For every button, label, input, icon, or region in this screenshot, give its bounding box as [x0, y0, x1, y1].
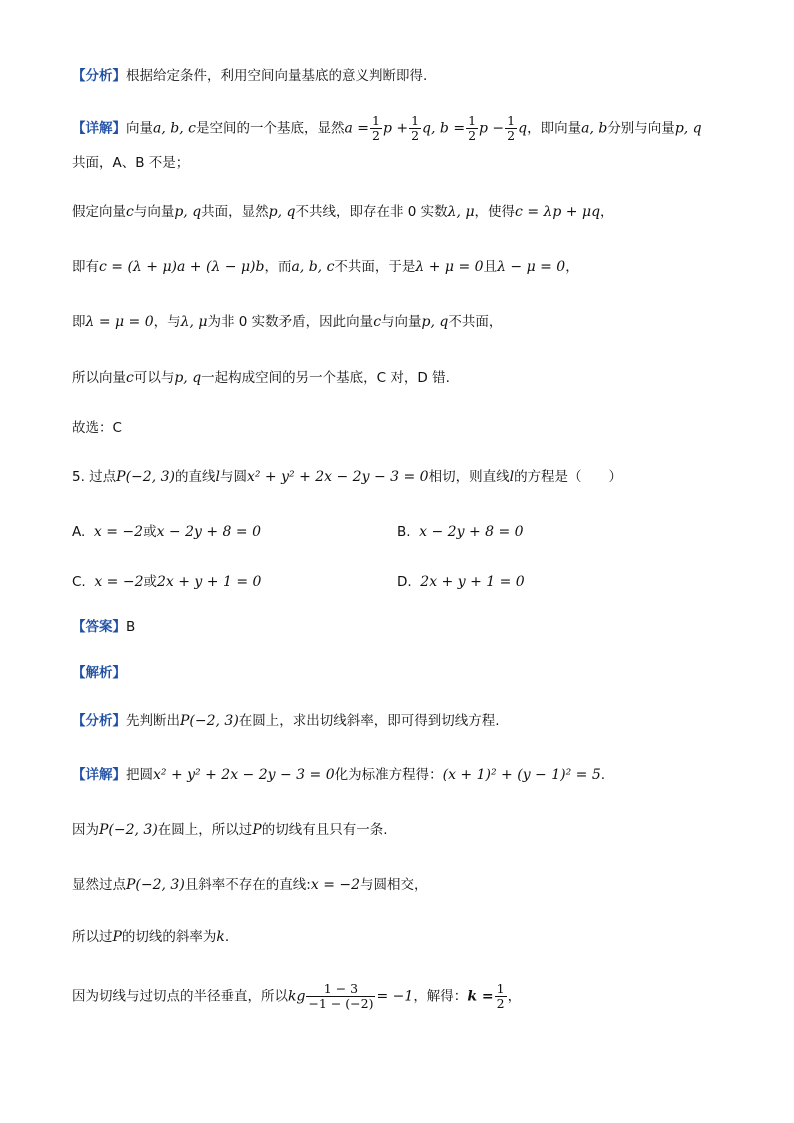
- fraction-num: 1: [411, 113, 420, 128]
- option-label: B.: [397, 524, 411, 540]
- text: ，与: [153, 314, 181, 330]
- fraction-num: 1: [496, 981, 505, 996]
- math: x − 2y + 8 = 0: [419, 524, 524, 540]
- math: p, q: [674, 120, 702, 137]
- math: a, b, c: [153, 120, 196, 137]
- text: 把圆: [126, 767, 153, 783]
- math: c: [126, 370, 134, 386]
- math: a =: [344, 120, 369, 137]
- text: 且: [483, 259, 498, 275]
- math: p, q: [174, 370, 202, 386]
- explanation-tag: 【解析】: [72, 665, 126, 681]
- fraction: [306, 982, 375, 1011]
- fraction: [466, 114, 478, 143]
- text: ，: [600, 204, 614, 220]
- fraction: [370, 114, 382, 143]
- q5-detail-line5: [72, 982, 521, 1011]
- text: 不共线，即存在非 0 实数: [295, 204, 448, 220]
- math: a, b, c: [291, 259, 335, 275]
- math: q, b =: [422, 120, 466, 137]
- text: 与向量: [381, 314, 422, 330]
- answer-value: B: [126, 619, 136, 635]
- text: 在圆上，求出切线斜率，即可得到切线方程.: [238, 713, 500, 729]
- fraction-den: 2: [496, 996, 505, 1011]
- math: kg: [288, 988, 306, 1005]
- text: 或: [143, 524, 157, 540]
- math: p +: [382, 120, 409, 137]
- text: 因为切线与过切点的半径垂直，所以: [72, 988, 288, 1005]
- math: x − 2y + 8 = 0: [156, 524, 261, 540]
- text: 与向量: [133, 204, 175, 220]
- text: 即有: [72, 259, 99, 275]
- text: 故选：C: [72, 420, 122, 436]
- text: 显然过点: [72, 877, 126, 893]
- sol4-detail-line4: [72, 257, 579, 277]
- text: 化为标准方程得：: [334, 767, 443, 783]
- sol4-detail-line1: [72, 114, 702, 143]
- option-b: [397, 522, 524, 542]
- math: l: [509, 469, 515, 485]
- answer: [72, 617, 135, 637]
- text: 与圆: [219, 469, 247, 485]
- option-label: A.: [72, 524, 86, 540]
- option-c: [72, 572, 261, 592]
- detail-tag: 【详解】: [72, 767, 126, 783]
- text: 因为: [72, 822, 99, 838]
- text: 共面，显然: [201, 204, 269, 220]
- text: ，而: [264, 259, 292, 275]
- math: x² + y² + 2x − 2y − 3 = 0: [153, 767, 335, 783]
- math: λ = μ = 0: [85, 314, 154, 330]
- math: P: [252, 822, 262, 838]
- text: 向量: [126, 120, 153, 137]
- math: l: [215, 469, 220, 485]
- fraction: [409, 114, 421, 143]
- text: 的直线: [174, 469, 216, 485]
- option-d: [397, 572, 525, 592]
- math: a, b: [581, 120, 608, 137]
- fraction: [495, 982, 507, 1011]
- text: 分别与向量: [607, 120, 675, 137]
- text: 不共面，于是: [334, 259, 416, 275]
- option-label: C.: [72, 574, 86, 590]
- question-5-stem: [72, 467, 622, 487]
- math: 2x + y + 1 = 0: [420, 574, 525, 590]
- text: .: [224, 929, 230, 945]
- text: 不共面，: [448, 314, 503, 330]
- analysis-tag: 【分析】: [72, 713, 126, 729]
- fraction: [505, 114, 517, 143]
- fraction-num: 1: [371, 113, 380, 128]
- text: ，: [507, 988, 522, 1005]
- text: 一起构成空间的另一个基底，C 对，D 错.: [201, 370, 450, 386]
- sol4-detail-line2: [72, 153, 189, 173]
- text: 所以过: [72, 929, 113, 945]
- fraction-num: 1: [468, 113, 477, 128]
- math: (x + 1)² + (y − 1)² = 5: [442, 767, 601, 783]
- q5-detail-line2: [72, 820, 388, 840]
- math: p, q: [421, 314, 449, 330]
- fraction-den: 2: [507, 128, 516, 143]
- math: λ + μ = 0: [415, 259, 484, 275]
- text: 在圆上，所以过: [157, 822, 253, 838]
- sol4-analysis: [72, 66, 427, 86]
- text: 先判断出: [126, 713, 180, 729]
- text: 的切线有且只有一条.: [261, 822, 388, 838]
- math: c = (λ + μ)a + (λ − μ)b: [99, 259, 265, 275]
- answer-tag: 【答案】: [72, 619, 126, 635]
- math: λ − μ = 0: [497, 259, 566, 275]
- math: c = λp + μq: [515, 204, 601, 220]
- text: 是空间的一个基底，显然: [195, 120, 345, 137]
- math: λ, μ: [180, 314, 208, 330]
- text: 且斜率不存在的直线:: [184, 877, 311, 893]
- text: 即: [72, 314, 86, 330]
- text: 假定向量: [72, 204, 126, 220]
- fraction-num: 1: [507, 113, 516, 128]
- sol4-detail-line6: [72, 368, 450, 388]
- math: P(−2, 3): [99, 822, 158, 838]
- text: 可以与: [133, 370, 175, 386]
- text: 的切线的斜率为: [121, 929, 217, 945]
- math: c: [373, 314, 382, 330]
- math: k =: [467, 988, 494, 1005]
- math: x = −2: [310, 877, 361, 893]
- text: 与圆相交，: [360, 877, 428, 893]
- math: c: [126, 204, 134, 220]
- math: 2x + y + 1 = 0: [156, 574, 262, 590]
- explanation-heading: [72, 663, 126, 683]
- math: p −: [479, 120, 505, 137]
- math: q: [518, 120, 528, 137]
- q5-detail-line1: [72, 765, 605, 785]
- option-label: D.: [397, 574, 412, 590]
- math: = −1: [376, 988, 414, 1005]
- math: P(−2, 3): [180, 713, 239, 729]
- detail-tag: 【详解】: [72, 120, 126, 137]
- q5-analysis: [72, 711, 500, 731]
- math: x = −2: [94, 574, 144, 590]
- math: p, q: [268, 204, 296, 220]
- fraction-den: −1 − (−2): [308, 996, 374, 1011]
- text: ，使得: [474, 204, 516, 220]
- sol4-detail-line3: [72, 202, 614, 222]
- math: x² + y² + 2x − 2y − 3 = 0: [246, 469, 429, 485]
- text: 的方程是（ ）: [514, 469, 623, 485]
- sol4-detail-line5: [72, 312, 502, 332]
- sol4-choice: [72, 418, 122, 438]
- math: x = −2: [93, 524, 144, 540]
- math: P: [112, 929, 122, 945]
- option-a: [72, 522, 261, 542]
- math: p, q: [174, 204, 202, 220]
- fraction-den: 2: [371, 128, 380, 143]
- text: 为非 0 实数矛盾，因此向量: [207, 314, 374, 330]
- text: .: [600, 767, 606, 783]
- analysis-tag: 【分析】: [72, 68, 126, 84]
- text: 或: [143, 574, 157, 590]
- text: 共面，A、B 不是；: [72, 155, 190, 171]
- math: λ, μ: [447, 204, 475, 220]
- text: ，: [565, 259, 579, 275]
- text: 所以向量: [72, 370, 126, 386]
- q5-detail-line3: [72, 875, 428, 895]
- math: P(−2, 3): [126, 877, 185, 893]
- text: ，即向量: [527, 120, 582, 137]
- text: ，解得：: [413, 988, 468, 1005]
- math: P(−2, 3): [116, 469, 175, 485]
- q5-detail-line4: [72, 927, 229, 947]
- fraction-den: 2: [411, 128, 420, 143]
- math: k: [216, 929, 225, 945]
- fraction-den: 2: [468, 128, 477, 143]
- fraction-num: 1 − 3: [306, 982, 375, 997]
- analysis-text: 根据给定条件，利用空间向量基底的意义判断即得.: [126, 68, 428, 84]
- text: 相切，则直线: [428, 469, 510, 485]
- text: 5. 过点: [72, 469, 117, 485]
